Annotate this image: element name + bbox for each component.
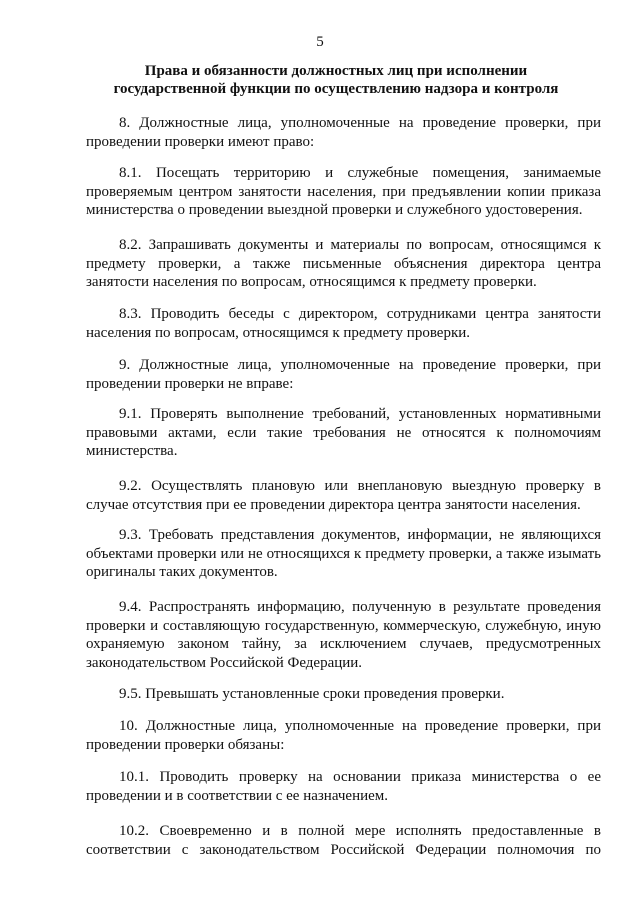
section-title-line-1: Права и обязанности должностных лиц при исполнении (144, 63, 528, 79)
paragraph-9-3: 9.3. Требовать представления документов, информации, не являющихся объектами проверки или не относящихся к предмету проверки, а также изымать оригиналы таких документов. (86, 527, 601, 580)
paragraph-10-2: 10.2. Своевременно и в полной мере исполнять предоставленные в соответствии с законодательством Российской Федерации полномочия по (86, 823, 601, 858)
paragraph-9-1: 9.1. Проверять выполнение требований, установленных нормативными правовыми актами, если такие требования не относятся к полномочиям министерства. (86, 406, 601, 459)
paragraph-8-3: 8.3. Проводить беседы с директором, сотрудниками центра занятости населения по вопросам, относящимся к предмету проверки. (86, 306, 601, 341)
paragraph-8: 8. Должностные лица, уполномоченные на проведение проверки, при проведении проверки имеют право: (86, 115, 601, 150)
paragraph-8-2: 8.2. Запрашивать документы и материалы по вопросам, относящимся к предмету проверки, а также письменные объяснения директора центра занятости населения по вопросам, относящимся к предмету проверки. (86, 237, 601, 290)
paragraph-9: 9. Должностные лица, уполномоченные на проведение проверки, при проведении проверки не вправе: (86, 357, 601, 392)
paragraph-10-1: 10.1. Проводить проверку на основании приказа министерства о ее проведении и в соответствии с ее назначением. (86, 769, 601, 804)
page-number: 5 (316, 34, 324, 50)
paragraph-9-5: 9.5. Превышать установленные сроки проведения проверки. (119, 686, 505, 702)
paragraph-9-2: 9.2. Осуществлять плановую или внеплановую выездную проверку в случае отсутствия при ее проведении директора центра занятости населения. (86, 478, 601, 513)
section-title-line-2: государственной функции по осуществлению надзора и контроля (113, 81, 559, 97)
section-title (86, 62, 586, 98)
paragraph-8-1: 8.1. Посещать территорию и служебные помещения, занимаемые проверяемым центром занятости населения, при предъявлении копии приказа министерства о проведении выездной проверки и служебного удостоверения. (86, 165, 601, 218)
paragraph-9-4: 9.4. Распространять информацию, полученную в результате проведения проверки и составляющую государственную, коммерческую, служебную, иную охраняемую законом тайну, за исключением случаев, предусмотренных законодательством Российской Федерации. (86, 599, 601, 671)
paragraph-10: 10. Должностные лица, уполномоченные на проведение проверки, при проведении проверки обязаны: (86, 718, 601, 753)
